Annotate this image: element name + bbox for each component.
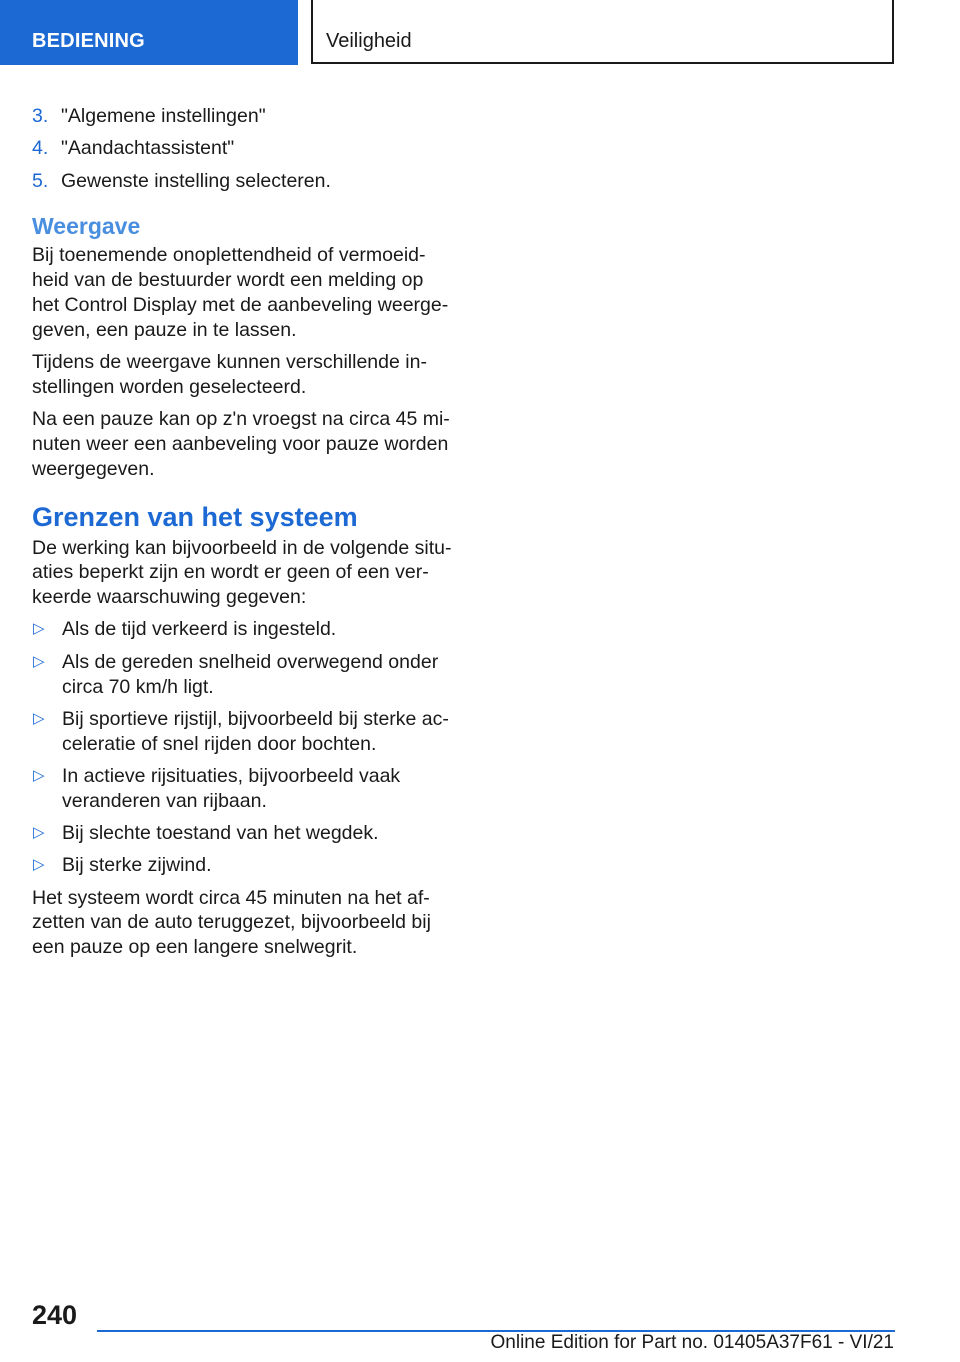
page-content <box>32 104 452 968</box>
weergave-heading: Weergave <box>32 213 141 240</box>
step-text: "Algemene instellingen" <box>61 105 266 127</box>
weergave-paragraph: Na een pauze kan op z'n vroegst na circa 45 minuten weer een aanbeveling voor pauze worden weergegeven. <box>32 408 450 480</box>
page-number: 240 <box>32 1300 78 1330</box>
header-section-label: BEDIENING <box>32 30 145 52</box>
header-chapter-label: Veiligheid <box>326 30 412 52</box>
list-item-text: Als de gereden snelheid overwegend onder circa 70 km/h ligt. <box>62 650 439 698</box>
weergave-paragraph: Bij toenemende onoplettendheid of vermoeidheid van de bestuurder wordt een melding op het Control Display met de aanbeveling weergegeven, een pauze in te lassen. <box>32 244 449 341</box>
triangle-right-outline-icon: ▷ <box>33 766 45 784</box>
triangle-right-outline-icon: ▷ <box>33 652 45 670</box>
step-text: "Aandachtassistent" <box>61 137 235 160</box>
step-number: 4. <box>32 137 49 160</box>
list-item-text: Bij sterke zijwind. <box>62 854 212 877</box>
list-item <box>32 707 452 757</box>
grenzen-heading: Grenzen van het systeem <box>32 501 358 532</box>
list-item <box>32 764 452 814</box>
weergave-paragraph: Tijdens de weergave kunnen verschillende instellingen worden geselecteerd. <box>32 351 427 398</box>
step-item <box>32 169 452 194</box>
step-text: Gewenste instelling selecteren. <box>61 169 331 192</box>
header-section-tab <box>0 0 298 65</box>
triangle-right-outline-icon: ▷ <box>33 709 45 727</box>
list-item-text: In actieve rijsituaties, bijvoorbeeld vaak veranderen van rijbaan. <box>62 764 401 812</box>
triangle-right-outline-icon: ▷ <box>33 856 45 874</box>
list-item-text: Bij slechte toestand van het wegdek. <box>62 822 379 845</box>
list-item-text: Als de tijd verkeerd is ingesteld. <box>62 618 337 641</box>
step-number: 5. <box>32 169 49 192</box>
step-item <box>32 136 452 161</box>
limitation-list <box>32 617 452 878</box>
triangle-right-outline-icon: ▷ <box>33 620 45 638</box>
header-chapter-box <box>311 0 894 64</box>
grenzen-closing: Het systeem wordt circa 45 minuten na het afzetten van de auto teruggezet, bijvoorbeeld bij een pauze op een langere snelwegrit. <box>32 886 431 959</box>
list-item <box>32 853 452 878</box>
list-item <box>32 650 452 700</box>
grenzen-intro: De werking kan bijvoorbeeld in de volgende situaties beperkt zijn en wordt er geen of een verkeerde waarschuwing gegeven: <box>32 536 452 609</box>
step-number: 3. <box>32 105 49 127</box>
footer-edition: Online Edition for Part no. 01405A37F61 - VI/21 <box>490 1332 894 1353</box>
list-item <box>32 617 452 642</box>
step-item <box>32 104 452 129</box>
step-list <box>32 104 452 193</box>
triangle-right-outline-icon: ▷ <box>33 824 45 842</box>
list-item-text: Bij sportieve rijstijl, bijvoorbeeld bij sterke acceleratie of snel rijden door bochten. <box>62 707 449 755</box>
list-item <box>32 821 452 846</box>
